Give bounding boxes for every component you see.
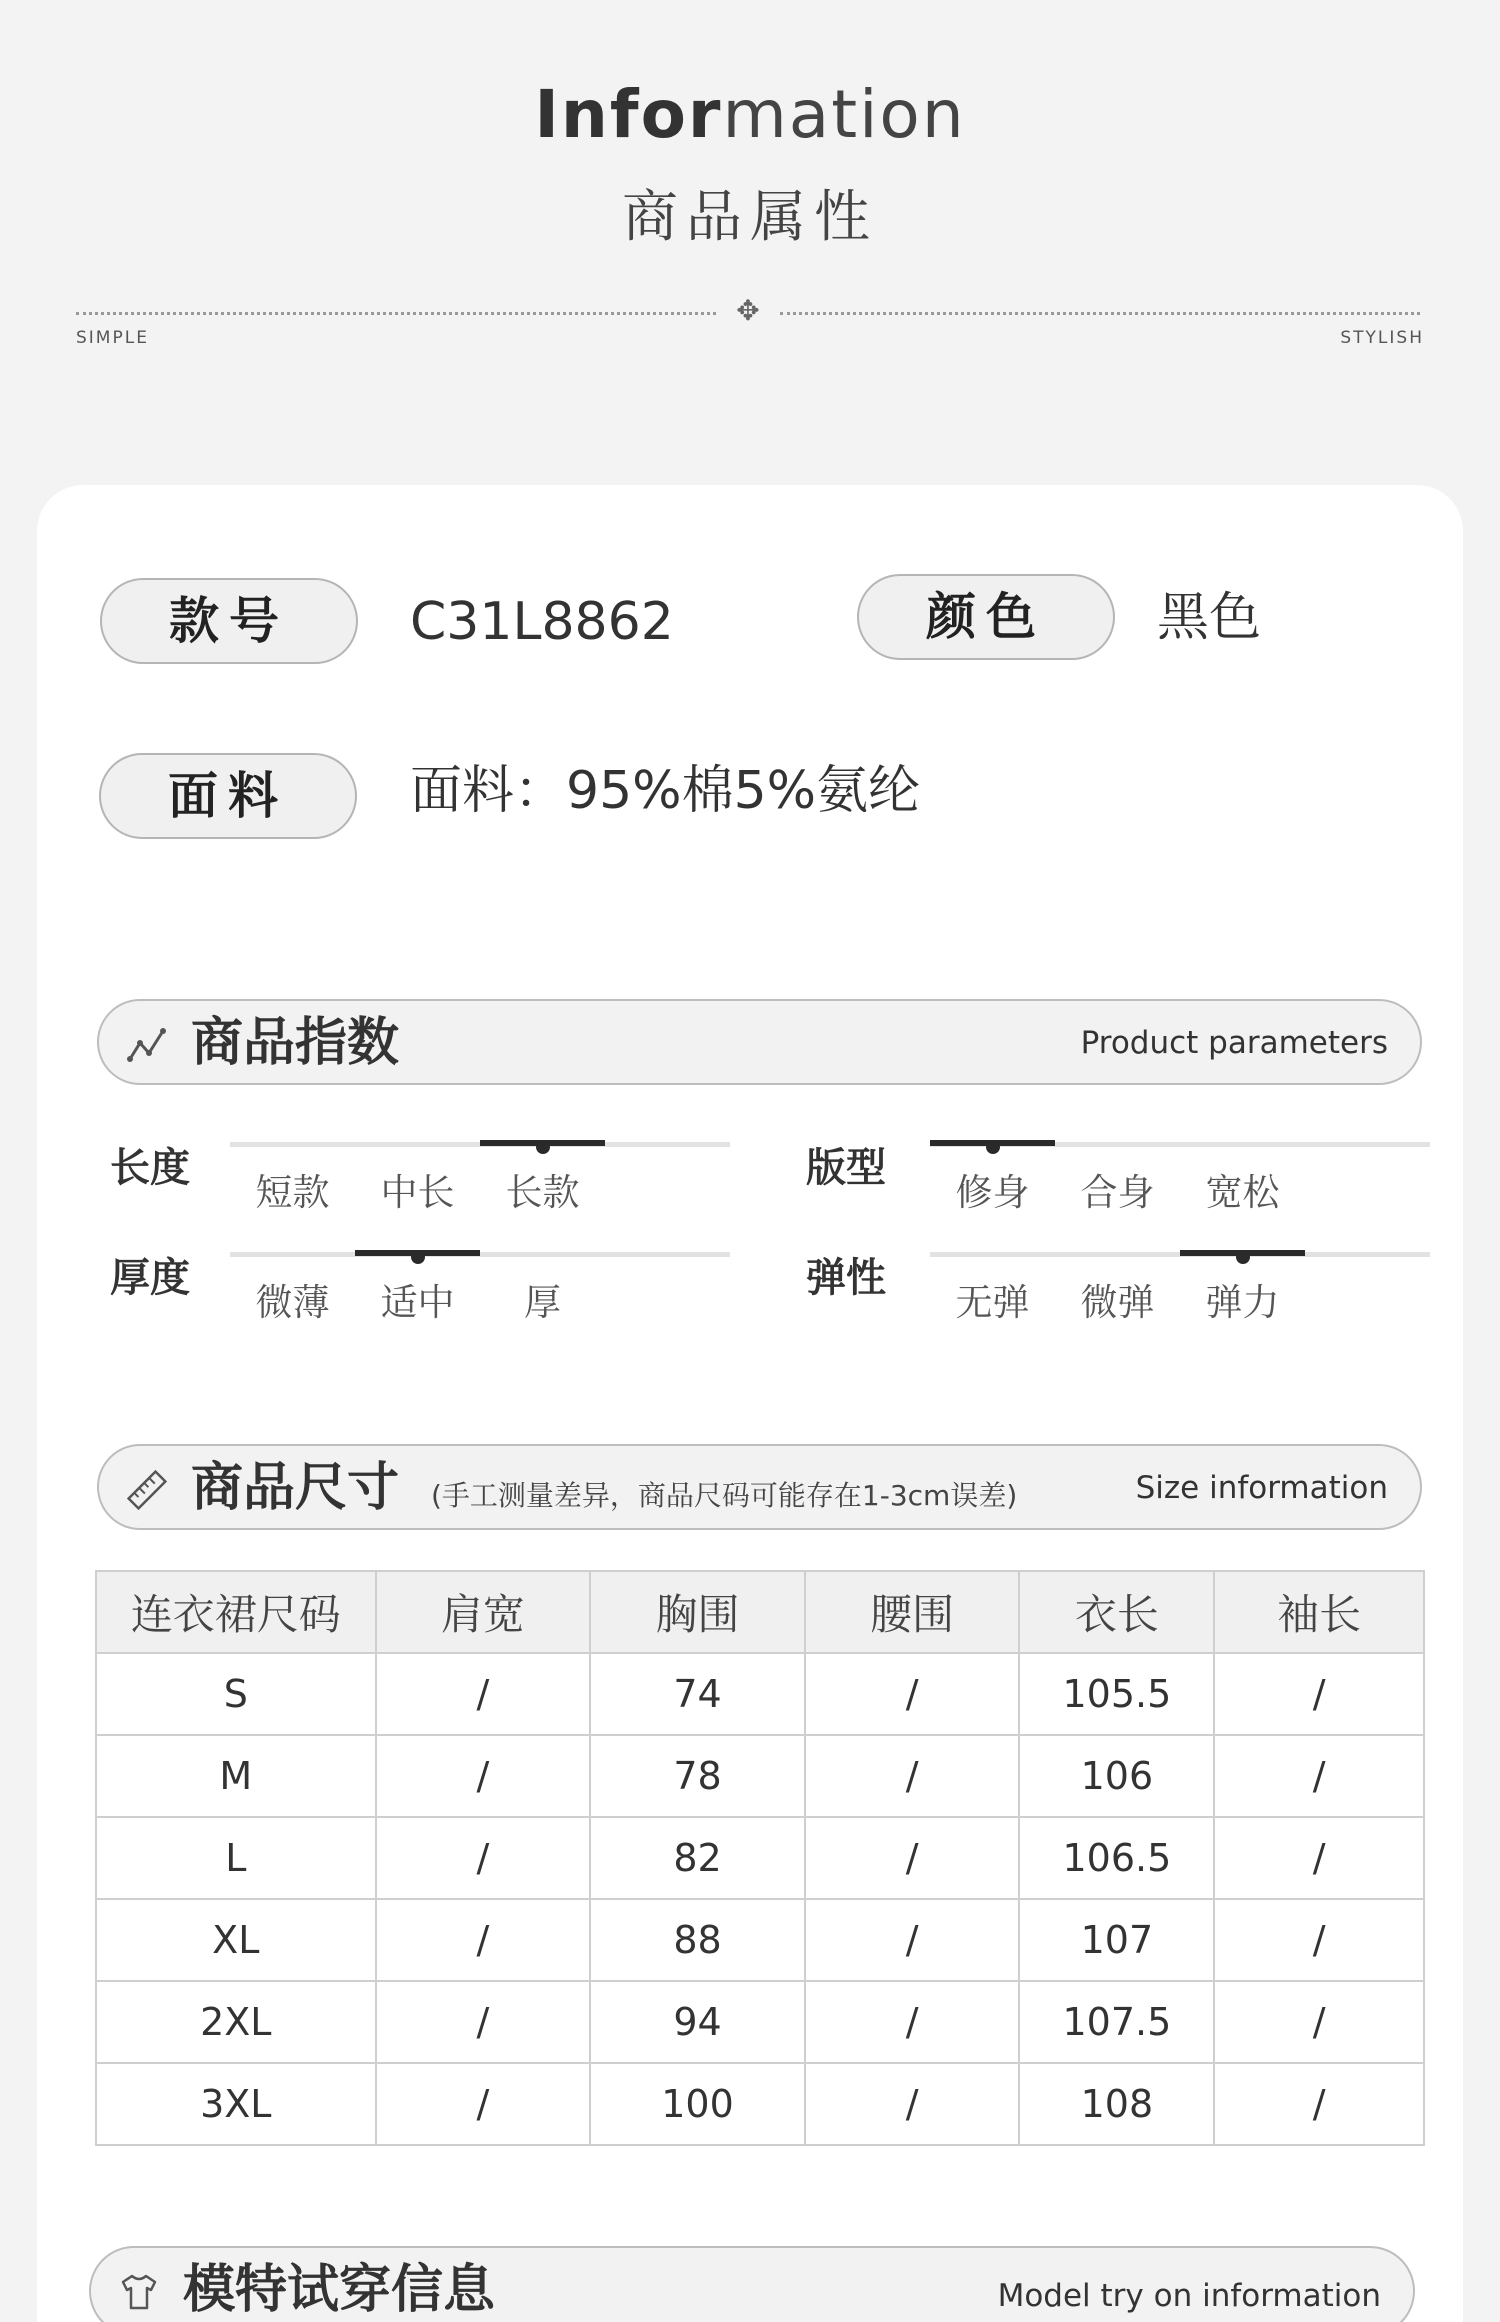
- size-section-bar: [97, 1444, 1422, 1530]
- style-no-value: C31L8862: [410, 592, 674, 652]
- table-cell: /: [805, 1735, 1020, 1817]
- size-section-en: Size information: [1135, 1470, 1388, 1506]
- table-cell: 94: [590, 1981, 805, 2063]
- table-row: [96, 1817, 1424, 1899]
- selected-indicator-dot: [1236, 1250, 1250, 1264]
- param-option-label: 修身: [955, 1171, 1030, 1214]
- param-option: [355, 1140, 480, 1214]
- tshirt-icon: [119, 2272, 159, 2312]
- header-size: 连衣裙尺码: [96, 1571, 376, 1653]
- model-section-bar: [89, 2246, 1415, 2322]
- selected-indicator-dot: [986, 1140, 1000, 1154]
- fabric-value: 面料：95%棉5%氨纶: [410, 761, 921, 821]
- param-option: [1055, 1140, 1180, 1214]
- tag-simple: SIMPLE: [76, 328, 149, 348]
- table-cell: /: [376, 1653, 591, 1735]
- param-label-elasticity: 弹性: [806, 1255, 886, 1301]
- param-option-label: 无弹: [955, 1281, 1030, 1324]
- param-option-label: 短款: [255, 1171, 330, 1214]
- param-scale-thickness: [230, 1250, 730, 1324]
- param-label-fit: 版型: [806, 1145, 886, 1191]
- color-value: 黑色: [1157, 588, 1262, 648]
- param-option-label: 厚: [524, 1281, 561, 1324]
- model-section-en: Model try on information: [997, 2278, 1381, 2314]
- table-cell: S: [96, 1653, 376, 1735]
- param-option-label: 弹力: [1205, 1281, 1280, 1324]
- param-option: [1180, 1140, 1305, 1214]
- param-label-length: 长度: [110, 1145, 190, 1191]
- table-row: [96, 2063, 1424, 2145]
- param-option: [1055, 1250, 1180, 1324]
- param-scale-elasticity: [930, 1250, 1430, 1324]
- header-sleeve: 袖长: [1214, 1571, 1424, 1653]
- param-option-label: 中长: [380, 1171, 455, 1214]
- table-cell: /: [805, 1981, 1020, 2063]
- header-length: 衣长: [1019, 1571, 1214, 1653]
- cross-ornament-icon: ✥: [736, 294, 760, 327]
- table-cell: 2XL: [96, 1981, 376, 2063]
- param-scale-fit: [930, 1140, 1430, 1214]
- param-option: [230, 1140, 355, 1214]
- param-option-label: 微薄: [255, 1281, 330, 1324]
- table-cell: /: [1214, 1899, 1424, 1981]
- table-cell: 105.5: [1019, 1653, 1214, 1735]
- table-cell: XL: [96, 1899, 376, 1981]
- param-option-label: 微弹: [1080, 1281, 1155, 1324]
- size-section-title: 商品尺寸: [191, 1458, 400, 1518]
- table-cell: /: [376, 1817, 591, 1899]
- table-row: [96, 1735, 1424, 1817]
- title-bold: Infor: [534, 76, 723, 153]
- divider-left: [76, 312, 716, 315]
- table-cell: L: [96, 1817, 376, 1899]
- tag-stylish: STYLISH: [1340, 328, 1424, 348]
- table-cell: 3XL: [96, 2063, 376, 2145]
- style-no-label: 款号: [100, 578, 358, 664]
- table-cell: /: [805, 1653, 1020, 1735]
- header-bust: 胸围: [590, 1571, 805, 1653]
- fabric-label: 面料: [99, 753, 357, 839]
- table-cell: /: [1214, 1817, 1424, 1899]
- header-waist: 腰围: [805, 1571, 1020, 1653]
- table-cell: /: [376, 2063, 591, 2145]
- table-cell: 106: [1019, 1735, 1214, 1817]
- param-scale-length: [230, 1140, 730, 1214]
- table-cell: /: [1214, 2063, 1424, 2145]
- table-cell: /: [376, 1981, 591, 2063]
- params-section-bar: [97, 999, 1422, 1085]
- table-cell: /: [805, 1899, 1020, 1981]
- param-option: [480, 1140, 605, 1214]
- table-cell: /: [805, 2063, 1020, 2145]
- table-cell: 100: [590, 2063, 805, 2145]
- table-cell: /: [376, 1735, 591, 1817]
- table-cell: /: [805, 1817, 1020, 1899]
- table-cell: 107: [1019, 1899, 1214, 1981]
- table-row: [96, 1899, 1424, 1981]
- selected-indicator-dot: [536, 1140, 550, 1154]
- page-subtitle: 商品属性: [622, 185, 878, 250]
- divider-right: [780, 312, 1420, 315]
- size-table-header: [96, 1571, 1424, 1653]
- size-table: [95, 1570, 1425, 2146]
- table-cell: 108: [1019, 2063, 1214, 2145]
- table-cell: 106.5: [1019, 1817, 1214, 1899]
- color-label: 颜色: [857, 574, 1115, 660]
- title-thin: mation: [722, 76, 966, 153]
- selected-indicator-dot: [411, 1250, 425, 1264]
- param-option: [355, 1250, 480, 1324]
- param-option-label: 合身: [1080, 1171, 1155, 1214]
- param-option-label: 长款: [505, 1171, 580, 1214]
- table-row: [96, 1981, 1424, 2063]
- param-option: [230, 1250, 355, 1324]
- param-option: [930, 1250, 1055, 1324]
- param-option: [1180, 1250, 1305, 1324]
- table-cell: 107.5: [1019, 1981, 1214, 2063]
- table-cell: 74: [590, 1653, 805, 1735]
- ruler-icon: [127, 1470, 167, 1510]
- table-cell: 78: [590, 1735, 805, 1817]
- table-cell: M: [96, 1735, 376, 1817]
- table-cell: 88: [590, 1899, 805, 1981]
- param-option: [480, 1250, 605, 1324]
- table-cell: /: [1214, 1653, 1424, 1735]
- param-option-label: 适中: [380, 1281, 455, 1324]
- page-title: [0, 76, 1500, 153]
- table-cell: /: [1214, 1981, 1424, 2063]
- table-cell: 82: [590, 1817, 805, 1899]
- param-option: [930, 1140, 1055, 1214]
- params-section-en: Product parameters: [1080, 1025, 1388, 1061]
- model-section-title: 模特试穿信息: [183, 2260, 496, 2320]
- params-section-title: 商品指数: [191, 1013, 400, 1073]
- param-option-label: 宽松: [1205, 1171, 1280, 1214]
- param-label-thickness: 厚度: [110, 1255, 190, 1301]
- size-section-note: (手工测量差异，商品尺码可能存在1-3cm误差): [431, 1479, 1018, 1512]
- table-row: [96, 1653, 1424, 1735]
- header-shoulder: 肩宽: [376, 1571, 591, 1653]
- table-cell: /: [1214, 1735, 1424, 1817]
- table-cell: /: [376, 1899, 591, 1981]
- trend-line-icon: [127, 1025, 167, 1065]
